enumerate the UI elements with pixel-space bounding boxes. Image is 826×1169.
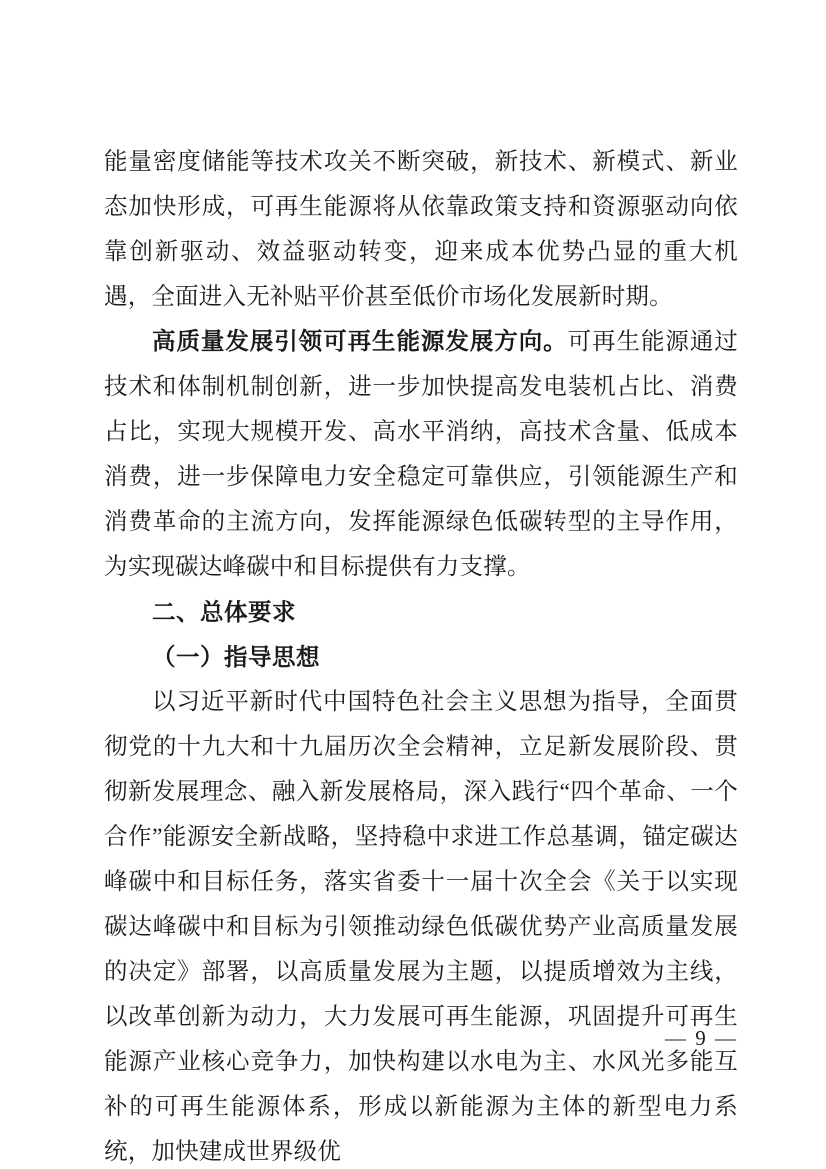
subsection-heading-guiding-ideology: （一）指导思想 <box>152 644 320 670</box>
paragraph-2-lead: 高质量发展引领可再生能源发展方向。 <box>152 329 568 355</box>
page-number-footer: — 9 — <box>665 1026 738 1050</box>
paragraph-2-body: 可再生能源通过技术和体制机制创新，进一步加快提高发电装机占比、消费占比，实现大规模开发、高水平消纳，高技术含量、低成本消费，进一步保障电力安全稳定可靠供应，引领能源生产和消费革命的主流方向，发挥能源绿色低碳转型的主导作用，为实现碳达峰碳中和目标提供有力支撑。 <box>104 329 738 580</box>
paragraph-3: 以习近平新时代中国特色社会主义思想为指导，全面贯彻党的十九大和十九届历次全会精神，立足新发展阶段、贯彻新发展理念、融入新发展格局，深入践行“四个革命、一个合作”能源安全新战略，坚持稳中求进工作总基调，锚定碳达峰碳中和目标任务，落实省委十一届十次全会《关于以实现碳达峰碳中和目标为引领推动绿色低碳优势产业高质量发展的决定》部署，以高质量发展为主题，以提质增效为主线，以改革创新为动力，大力发展可再生能源，巩固提升可再生能源产业核心竞争力，加快构建以水电为主、水风光多能互补的可再生能源体系，形成以新能源为主体的新型电力系统，加快建成世界级优 <box>104 689 738 1165</box>
paragraph-2 <box>104 320 738 590</box>
paragraph-1: 能量密度储能等技术攻关不断突破，新技术、新模式、新业态加快形成，可再生能源将从依靠政策支持和资源驱动向依靠创新驱动、效益驱动转变，迎来成本优势凸显的重大机遇，全面进入无补贴平价甚至低价市场化发展新时期。 <box>104 149 738 310</box>
page-content <box>104 140 738 1169</box>
section-heading-overall-requirements: 二、总体要求 <box>152 599 296 625</box>
